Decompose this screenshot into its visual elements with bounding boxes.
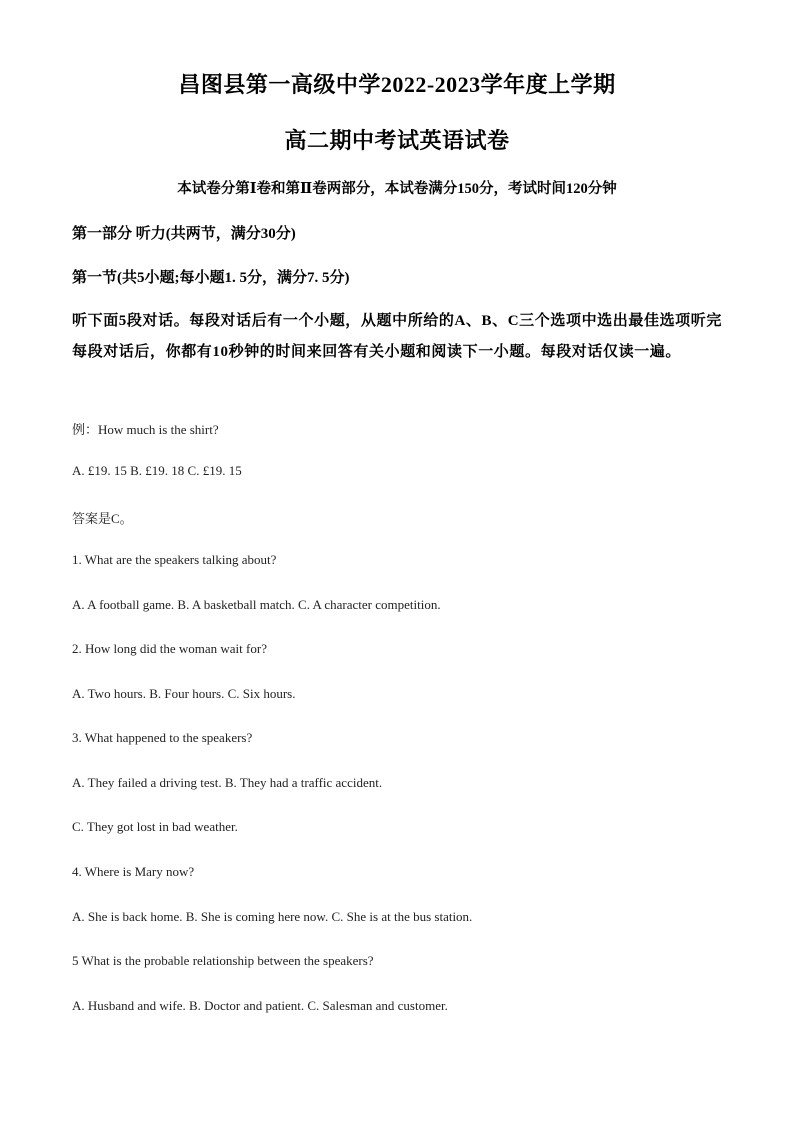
question-stem: 3. What happened to the speakers? <box>72 730 253 745</box>
section-heading: 第一节(共5小题;每小题1. 5分，满分7. 5分) <box>72 270 350 286</box>
exam-title: 昌图县第一高级中学2022-2023学年度上学期 <box>178 72 616 97</box>
instructions-paragraph: 听下面5段对话。每段对话后有一个小题，从题中所给的A、B、C三个选项中选出最佳选项听完每段对话后，你都有10秒钟的时间来回答有关小题和阅读下一小题。每段对话仅读一遍。 <box>72 313 722 360</box>
example-answer: 答案是C。 <box>72 511 133 526</box>
question-stem: 4. Where is Mary now? <box>72 864 195 879</box>
part-heading: 第一部分 听力(共两节，满分30分) <box>72 226 296 242</box>
question-options: C. They got lost in bad weather. <box>72 819 238 834</box>
question-stem: 1. What are the speakers talking about? <box>72 552 277 567</box>
question-options: A. They failed a driving test. B. They had a traffic accident. <box>72 775 383 790</box>
exam-subtitle: 高二期中考试英语试卷 <box>284 128 510 153</box>
question-options: A. She is back home. B. She is coming here now. C. She is at the bus station. <box>72 909 473 924</box>
exam-info: 本试卷分第Ⅰ卷和第Ⅱ卷两部分，本试卷满分150分，考试时间120分钟 <box>177 181 617 197</box>
question-options: A. Two hours. B. Four hours. C. Six hours. <box>72 686 296 701</box>
example-question: 例：How much is the shirt? <box>72 422 219 437</box>
question-stem: 2. How long did the woman wait for? <box>72 641 267 656</box>
question-options: A. A football game. B. A basketball match. C. A character competition. <box>72 597 441 612</box>
question-options: A. Husband and wife. B. Doctor and patient. C. Salesman and customer. <box>72 998 448 1013</box>
example-options: A. £19. 15 B. £19. 18 C. £19. 15 <box>72 463 242 478</box>
question-stem: 5 What is the probable relationship between the speakers? <box>72 953 374 968</box>
